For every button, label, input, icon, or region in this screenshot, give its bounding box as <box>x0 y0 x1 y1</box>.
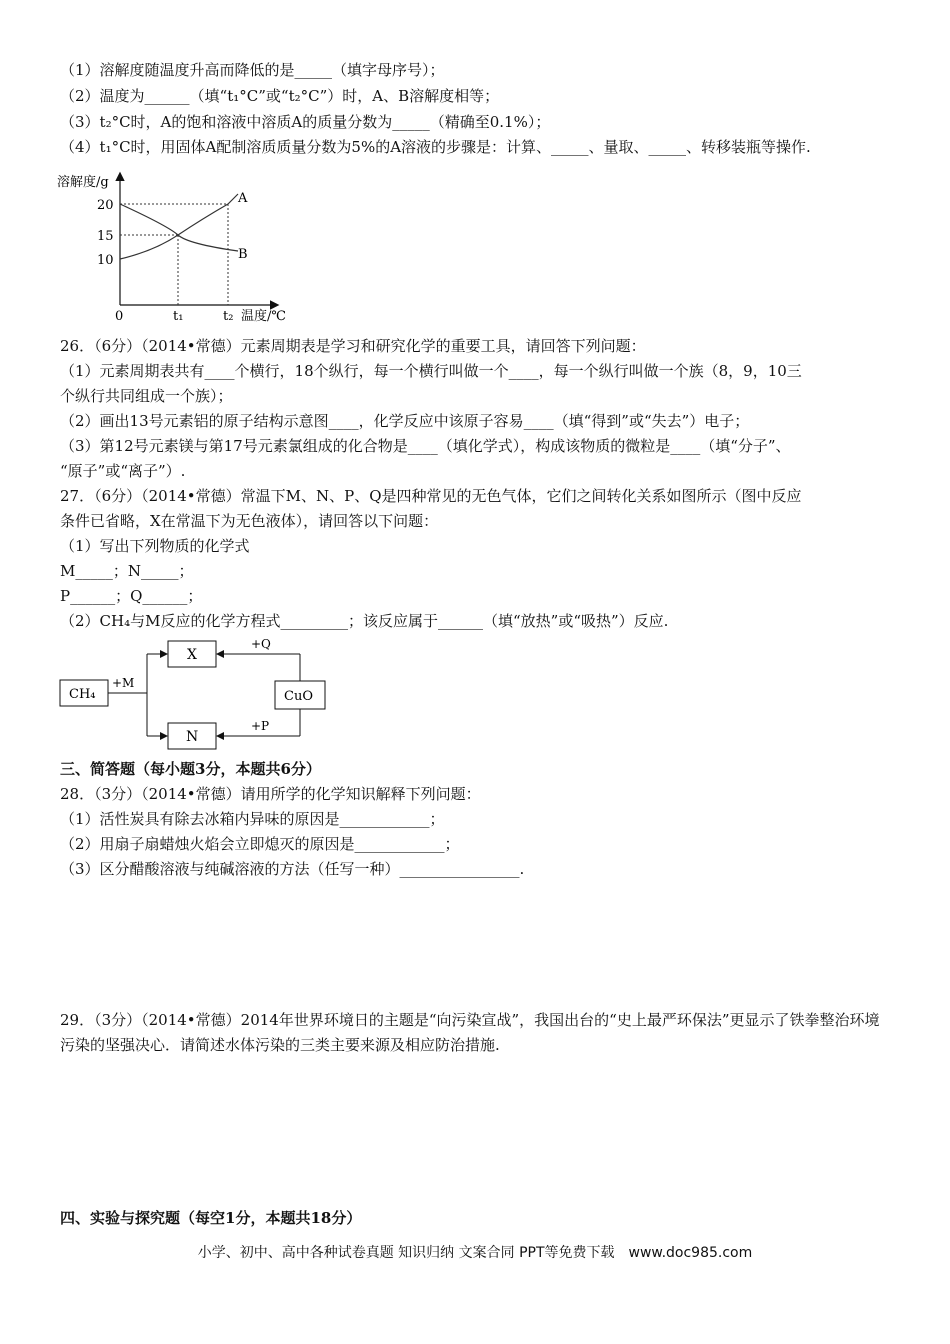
section-3-title: 三、简答题（每小题3分，本题共6分） <box>60 760 321 778</box>
q28-1-line: （1）活性炭具有除去冰箱内异味的原因是____________； <box>60 810 445 828</box>
q26-line-1: 26．（6分）（2014•常德）元素周期表是学习和研究化学的重要工具，请回答下列问题： <box>60 337 646 355</box>
ch4-label: CH₄ <box>69 687 96 702</box>
cuo-label: CuO <box>284 689 313 704</box>
conversion-diagram <box>55 632 355 752</box>
x-tick-label: t₁ <box>173 309 184 324</box>
q26-line-4: （2）画出13号元素铝的原子结构示意图____，化学反应中该原子容易____（填“得到”或“失去”）电子； <box>60 412 750 430</box>
q26-line-6: “原子”或“离子”）. <box>60 462 186 480</box>
x-tick-label: t₂ <box>223 309 234 324</box>
plus-q-label: +Q <box>251 637 271 651</box>
q29-text: 29．（3分）（2014•常德）2014年世界环境日的主题是“向污染宣战”，我国出台的“史上最严环保法”更显示了铁拳整治环境污染的坚强决心．请简述水体污染的三类主要来源及相应防治措施. <box>60 1011 880 1054</box>
x-label: X <box>187 647 197 663</box>
y-tick-label: 10 <box>97 253 114 268</box>
q28-2-line: （2）用扇子扇蜡烛火焰会立即熄灭的原因是____________； <box>60 835 460 853</box>
q25-line-1: （1）溶解度随温度升高而降低的是_____（填字母序号）； <box>60 61 445 79</box>
solubility-chart <box>55 168 295 328</box>
plus-p-label: +P <box>251 719 270 733</box>
q28-line: 28．（3分）（2014•常德）请用所学的化学知识解释下列问题： <box>60 785 481 803</box>
q26-line-5: （3）第12号元素镁与第17号元素氯组成的化合物是____（填化学式），构成该物质的微粒是____（填“分子”、 <box>60 437 791 455</box>
q27-line-4: M_____；N_____； <box>60 562 194 580</box>
q25-line-3: （3）t₂°C时，A的饱和溶液中溶质A的质量分数为_____（精确至0.1%）； <box>60 113 551 131</box>
q25-line-4: （4）t₁°C时，用固体A配制溶质质量分数为5%的A溶液的步骤是：计算、_____、量取、_____、转移装瓶等操作. <box>60 138 811 156</box>
x-tick-label: 0 <box>115 309 124 324</box>
series-a-label: A <box>238 191 248 206</box>
q27-line-2: 条件已省略，X在常温下为无色液体），请回答以下问题： <box>60 512 439 530</box>
q26-line-2: （1）元素周期表共有____个横行，18个纵行，每一个横行叫做一个____，每一个纵行叫做一个族（8，9，10三 <box>60 362 802 380</box>
page-footer: 小学、初中、高中各种试卷真题 知识归纳 文案合同 PPT等免费下载 www.doc985.com <box>197 1245 753 1261</box>
q26-line-3: 个纵行共同组成一个族）； <box>60 387 233 405</box>
q27-line-1: 27．（6分）（2014•常德）常温下M、N、P、Q是四种常见的无色气体，它们之间转化关系如图所示（图中反应 <box>60 487 802 505</box>
series-b-line <box>120 204 238 251</box>
y-tick-label: 15 <box>97 229 114 244</box>
series-b-label: B <box>238 247 248 262</box>
y-tick-label: 20 <box>97 198 114 213</box>
q27-line-5: P______；Q______； <box>60 587 203 605</box>
y-axis-label: 溶解度/g <box>57 175 109 190</box>
n-label: N <box>186 729 199 745</box>
plus-m-label: +M <box>112 676 135 690</box>
x-axis-label: 温度/℃ <box>241 309 286 324</box>
section-4-title: 四、实验与探究题（每空1分，本题共18分） <box>60 1209 362 1227</box>
q27-line-3: （1）写出下列物质的化学式 <box>60 537 250 555</box>
q27-line-6: （2）CH₄与M反应的化学方程式_________；该反应属于______（填“放热”或“吸热”）反应. <box>60 612 669 630</box>
q28-3-line: （3）区分醋酸溶液与纯碱溶液的方法（任写一种）________________. <box>60 860 525 878</box>
q25-line-2: （2）温度为______（填“t₁°C”或“t₂°C”）时，A、B溶解度相等； <box>60 87 500 105</box>
